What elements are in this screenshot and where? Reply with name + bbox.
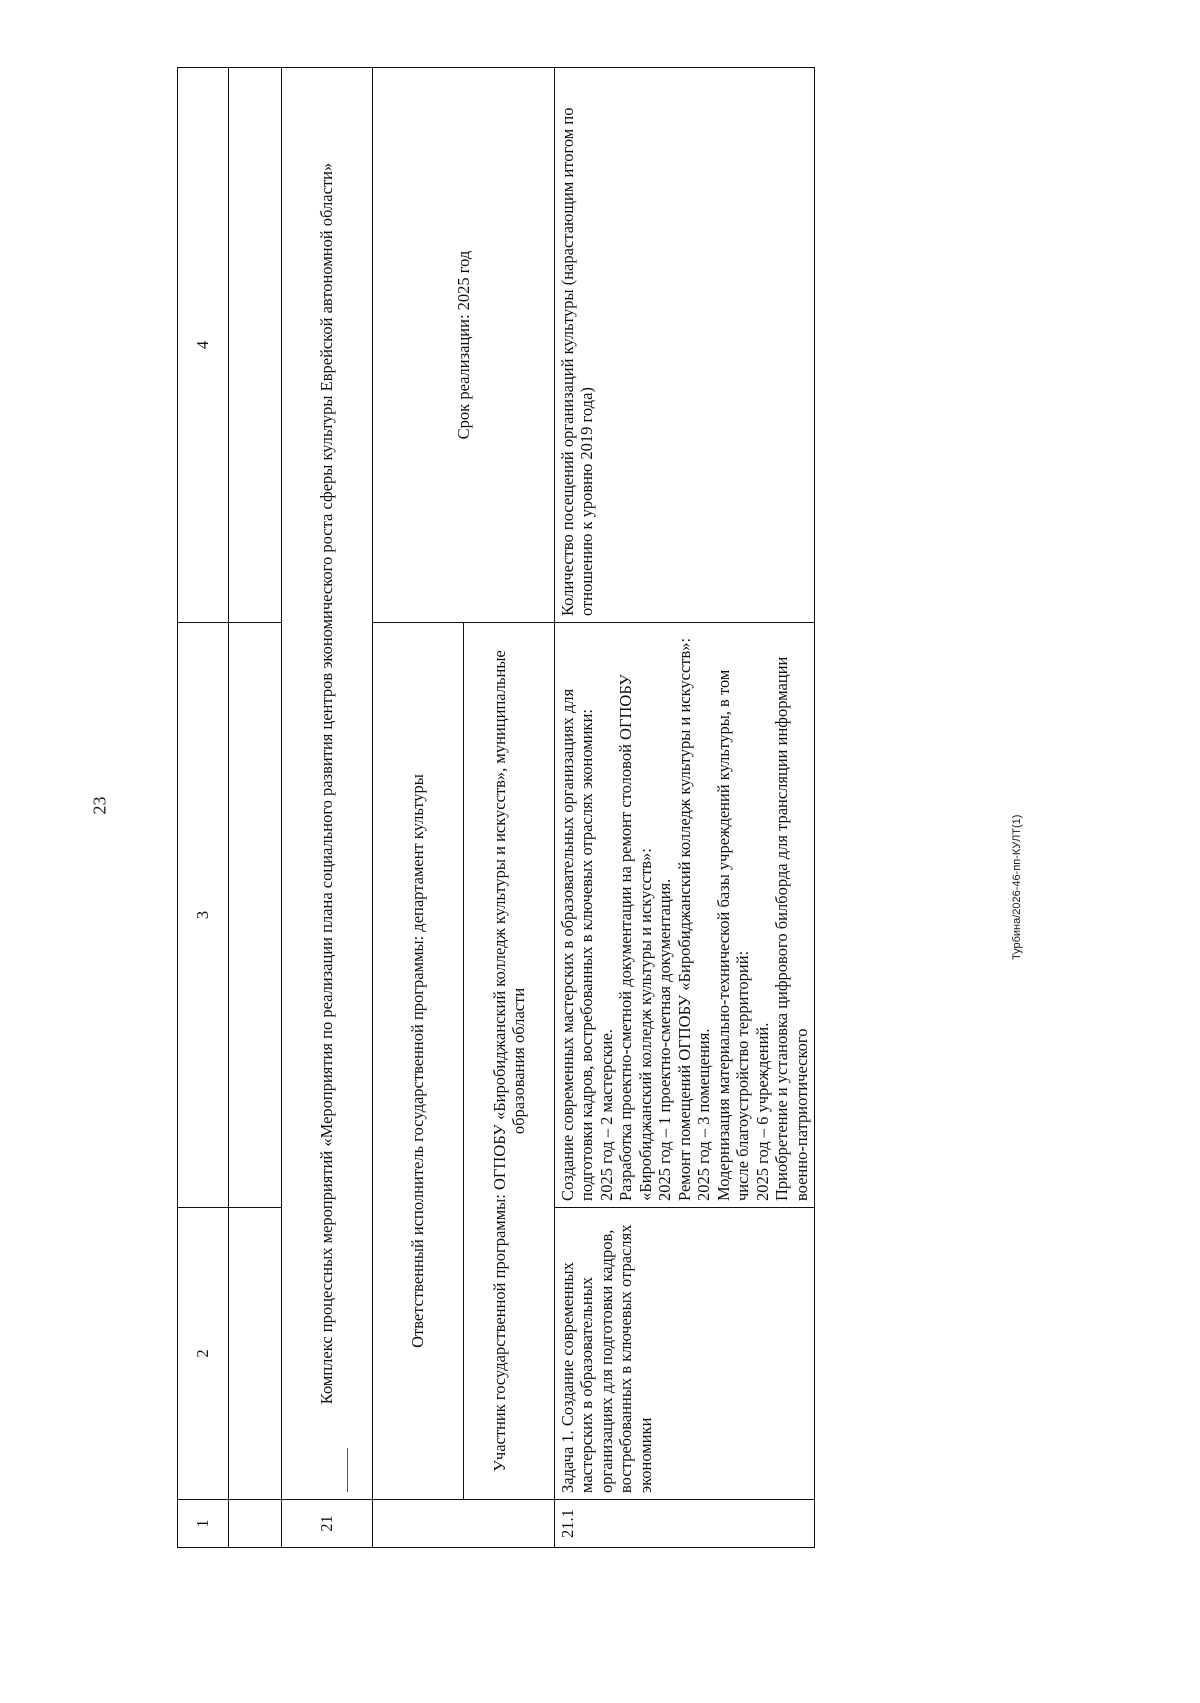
program-table: [177, 67, 815, 1548]
program-participant: Участник государственной программы: ОГПОБУ «Биробиджанский колледж культуры и искусств», муниципальные образования области: [464, 623, 555, 1500]
implementation-deadline: Срок реализации: 2025 год: [373, 68, 555, 623]
result-line: 2025 год – 1 проектно-сметная документация.: [655, 878, 675, 1201]
blank-cell: [229, 1500, 282, 1548]
result-line: Приобретение и установка цифрового билборда для трансляции информации военно-патриотического: [772, 656, 811, 1201]
task-description: Задача 1. Создание современных мастерских в образовательных организациях для подготовки кадров, востребованных в ключевых отраслях экономики: [555, 1208, 815, 1500]
page-number: 23: [89, 796, 110, 815]
document-reference: Турбина/2026-46-пп-КУЛТ(1): [1011, 814, 1023, 960]
header-col-4: 4: [178, 68, 229, 623]
row-number: 21.1: [555, 1500, 815, 1548]
result-line: Разработка проектно-сметной документации на ремонт столовой ОГПОБУ «Биробиджанский колледж культуры и искусств»:: [616, 674, 655, 1201]
expected-results: [555, 623, 815, 1208]
blank-cell: [373, 1500, 555, 1548]
result-line: Ремонт помещений ОГПОБУ «Биробиджанский колледж культуры и искусств»:: [674, 637, 694, 1201]
header-col-1: 1: [178, 1500, 229, 1548]
indicator: Количество посещений организаций культуры (нарастающим итогом по отношению к уровню 2019 года): [555, 68, 815, 623]
section-title: Комплекс процессных мероприятий «Мероприятия по реализации плана социального развития центров экономического роста сферы культуры Еврейской автономной области»: [282, 68, 373, 1500]
result-line: 2025 год – 6 учреждений.: [752, 1022, 772, 1201]
rotated-table-container: [177, 68, 1065, 1548]
blank-cell: [229, 623, 282, 1208]
result-line: 2025 год – 2 мастерские.: [596, 1029, 616, 1201]
result-line: Создание современных мастерских в образовательных организациях для подготовки кадров, востребованных в ключевых отраслях экономики:: [558, 688, 597, 1201]
blank-cell: [229, 68, 282, 623]
result-line: Модернизация материально-технической базы учреждений культуры, в том числе благоустройство территорий:: [713, 669, 753, 1201]
header-col-2: 2: [178, 1208, 229, 1500]
header-col-3: 3: [178, 623, 229, 1208]
section-number: 21: [282, 1500, 373, 1548]
responsible-executor: Ответственный исполнитель государственной программы: департамент культуры: [373, 623, 464, 1500]
result-line: 2025 год – 3 помещения.: [694, 1028, 714, 1201]
blank-cell: [229, 1208, 282, 1500]
